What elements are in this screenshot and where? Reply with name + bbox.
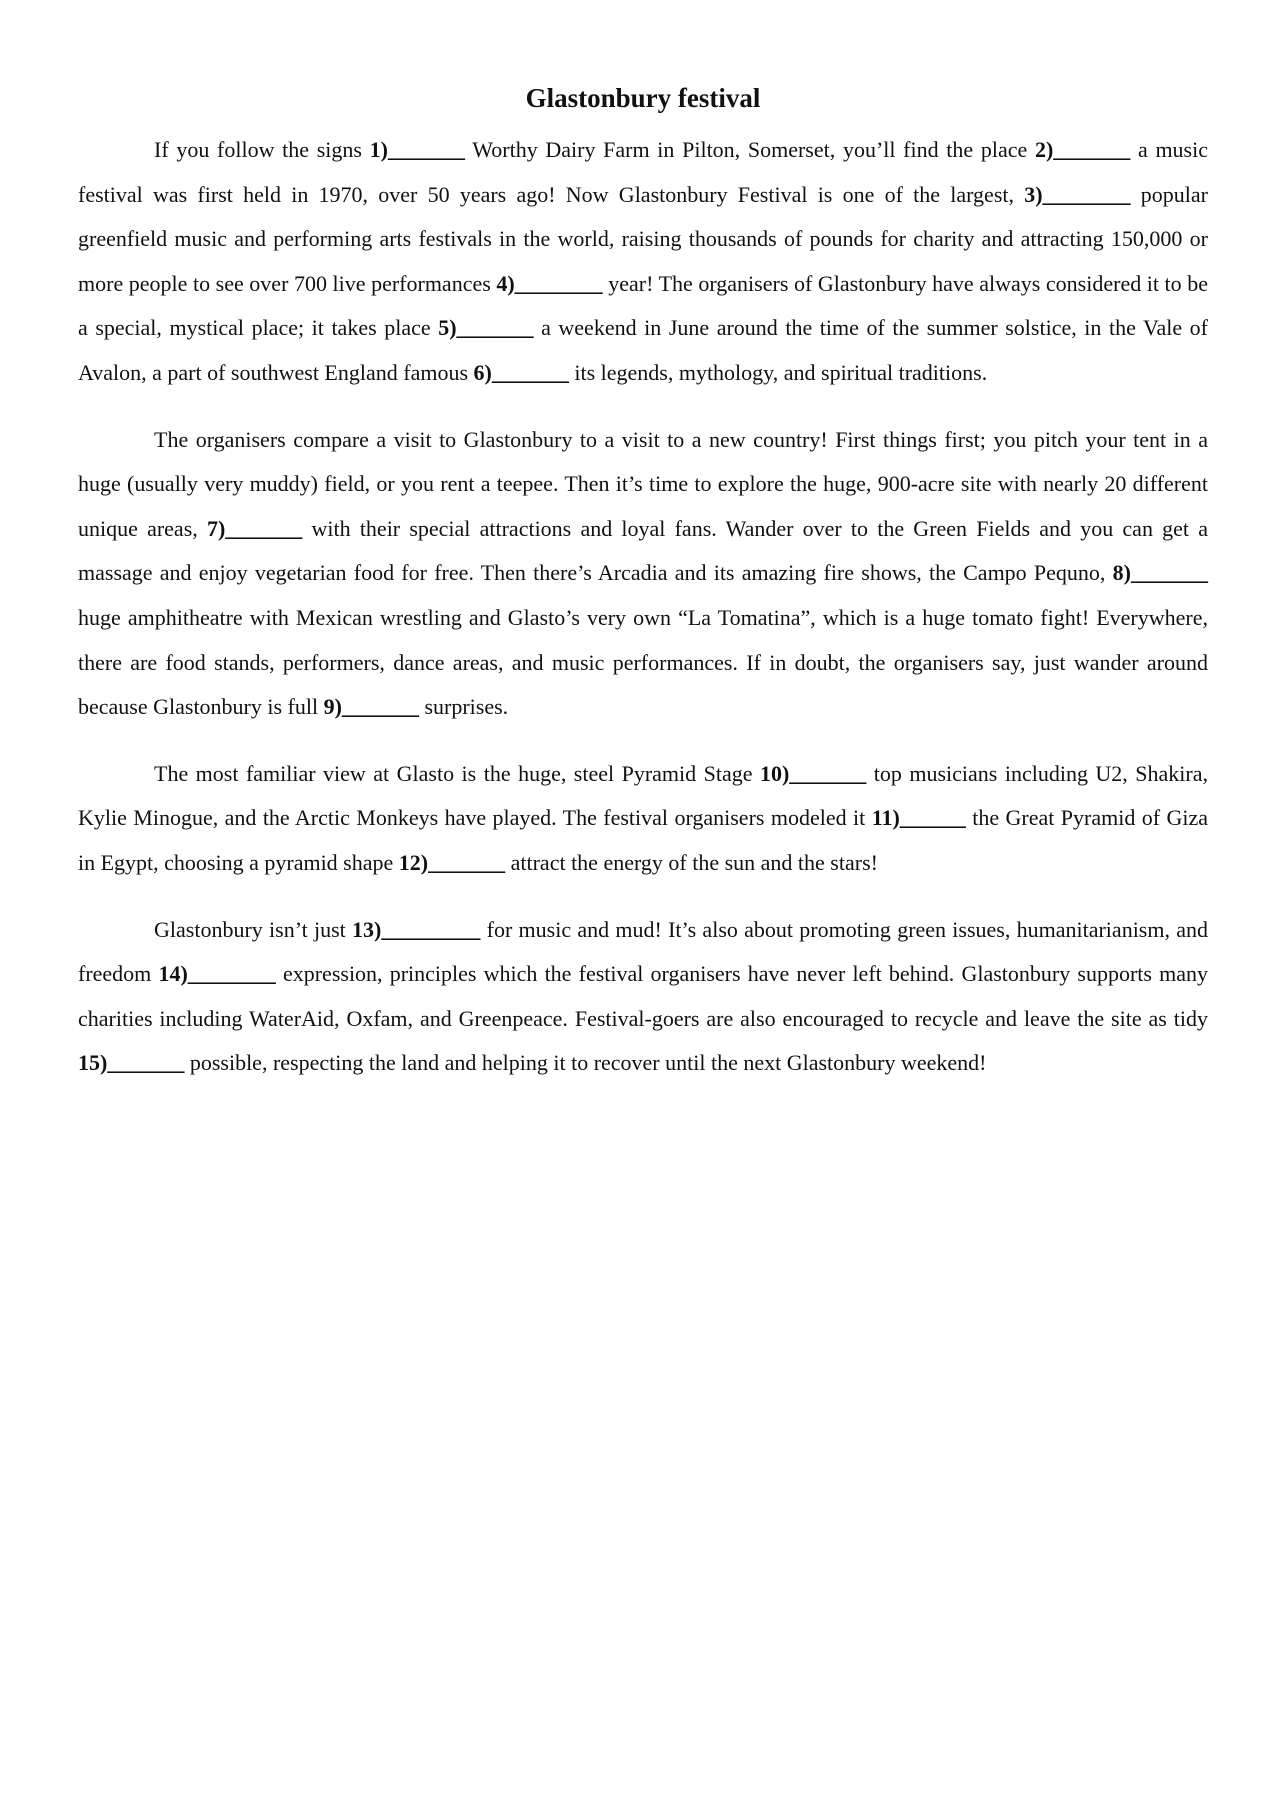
paragraph-text: The most familiar view at Glasto is the huge, steel Pyramid Stage	[154, 760, 760, 786]
gap-blank[interactable]: 4)________	[496, 270, 603, 296]
paragraph-text: year! The organisers of Glastonbury have always considered it to be a special, mystical place; it takes place	[78, 270, 1208, 341]
paragraph-text: a weekend in June around the time of the summer solstice, in the Vale of Avalon, a part of southwest England famous	[78, 315, 1208, 385]
paragraph-text: attract the energy of the sun and the stars!	[505, 849, 878, 875]
paragraph-2	[78, 418, 1208, 730]
paragraph-1	[78, 128, 1208, 396]
paragraph-text: the Great Pyramid of Giza in Egypt, choosing a pyramid shape	[78, 805, 1209, 875]
paragraph-4	[78, 908, 1208, 1086]
paragraph-text: surprises.	[418, 694, 509, 720]
gap-blank[interactable]: 12)_______	[398, 849, 506, 875]
paragraph-text: The organisers compare a visit to Glastonbury to a visit to a new country! First things first; you pitch your tent in a huge (usually very muddy) field, or you rent a teepee. Then it’s time to explore the huge, 900-acre site with nearly 20 different unique areas,	[78, 426, 1208, 541]
paragraph-text: huge amphitheatre with Mexican wrestling and Glasto’s very own “La Tomatina”, which is a huge tomato fight! Everywhere, there are food stands, performers, dance areas, and music performances. If in doubt, the organisers say, just wander around because Glastonbury is full	[78, 604, 1208, 720]
gap-blank[interactable]: 8)_______	[1112, 560, 1208, 586]
gap-blank[interactable]: 5)_______	[438, 315, 534, 341]
gap-blank[interactable]: 11)______	[871, 805, 966, 831]
gap-blank[interactable]: 2)_______	[1034, 137, 1131, 162]
paragraph-text: a music festival was first held in 1970, over 50 years ago! Now Glastonbury Festival is one of the largest,	[78, 137, 1208, 207]
gap-blank[interactable]: 7)_______	[206, 515, 303, 541]
gap-blank[interactable]: 3)________	[1024, 181, 1131, 207]
paragraph-text: popular greenfield music and performing arts festivals in the world, raising thousands of pounds for charity and attracting 150,000 or more people to see over 700 live performances	[78, 181, 1208, 296]
paragraph-text: If you follow the signs	[154, 137, 370, 162]
gap-blank[interactable]: 9)_______	[323, 694, 419, 720]
gap-blank[interactable]: 14)________	[158, 961, 276, 987]
gap-blank[interactable]: 15)_______	[78, 1050, 185, 1076]
paragraph-text: expression, principles which the festival organisers have never left behind. Glastonbury supports many charities including WaterAid, Oxfam, and Greenpeace. Festival-goers are also encouraged to recycle and leave the site as tidy	[78, 961, 1208, 1031]
gap-blank[interactable]: 10)_______	[759, 760, 867, 786]
paragraph-text: for music and mud! It’s also about promoting green issues, humanitarianism, and freedom	[78, 916, 1208, 987]
gap-blank[interactable]: 1)_______	[369, 137, 465, 162]
worksheet-body	[78, 128, 1208, 1086]
gap-blank[interactable]: 13)_________	[352, 916, 481, 942]
worksheet-page	[78, 78, 1208, 1108]
page-title: Glastonbury festival	[525, 83, 761, 113]
paragraph-text: top musicians including U2, Shakira, Kylie Minogue, and the Arctic Monkeys have played. The festival organisers modeled it	[78, 760, 1208, 831]
paragraph-text: Glastonbury isn’t just	[154, 916, 353, 942]
paragraph-text: Worthy Dairy Farm in Pilton, Somerset, you’ll find the place	[464, 137, 1035, 162]
paragraph-text: its legends, mythology, and spiritual traditions.	[568, 359, 988, 385]
gap-blank[interactable]: 6)_______	[473, 359, 569, 385]
paragraph-text: possible, respecting the land and helping it to recover until the next Glastonbury weekend!	[184, 1050, 987, 1076]
paragraph-3	[78, 752, 1208, 886]
paragraph-text: with their special attractions and loyal fans. Wander over to the Green Fields and you can get a massage and enjoy vegetarian food for free. Then there’s Arcadia and its amazing fire shows, the Campo Pequno,	[78, 515, 1208, 586]
